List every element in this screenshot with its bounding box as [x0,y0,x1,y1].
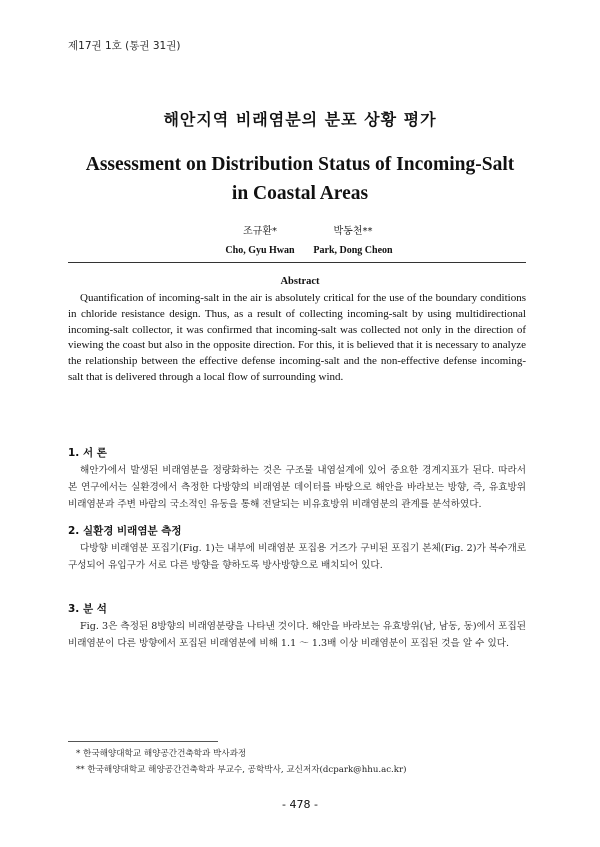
footnote-1: * 한국해양대학교 해양공간건축학과 박사과정 [76,749,247,759]
section-2-heading: 2. 실환경 비래염분 측정 [68,525,182,537]
journal-issue-header: 제17권 1호 (통권 31권) [68,40,181,52]
title-divider [68,262,526,263]
paper-title-english-line2: in Coastal Areas [231,183,369,204]
paper-title-korean: 해안지역 비래염분의 분포 상황 평가 [163,110,437,129]
author-1-english-name: Cho, Gyu Hwan [225,245,295,256]
author-2 [283,222,423,260]
paper-title-english-line1: Assessment on Distribution Status of Incoming-Salt [85,154,515,175]
abstract-text: Quantification of incoming-salt in the air is absolutely critical for the use of the boundary conditions in chloride resistance design. Thus, as a result of collecting incoming-salt by using multidirectional incoming-salt collector, it was confirmed that incoming-salt was collected not only in the direction of viewing the coast but also in the opposite direction. For this, it is believed that it is necessary to analyze the relationship between the effective defense incoming-salt and the non-effective defense incoming-salt that is delivered through a local flow of surrounding wind. [68,292,526,383]
author-2-english-name: Park, Dong Cheon [313,245,393,256]
footnote-2: ** 한국해양대학교 해양공간건축학과 부교수, 공학박사, 교신저자(dcpark@hhu.ac.kr) [76,765,407,775]
section-1-text: 해안가에서 발생된 비래염분을 정량화하는 것은 구조물 내염설계에 있어 중요한 경계지표가 된다. 따라서 본 연구에서는 실환경에서 측정한 다방향의 비래염분 데이터를 바탕으로 해안을 바라보는 방향, 즉, 유효방위 비래염분과 주변 바람의 국소적인 유동을 통해 전달되는 비유효방위 비래염분의 관계를 분석하였다. [68,465,526,510]
section-3-text: Fig. 3은 측정된 8방향의 비래염분량을 나타낸 것이다. 해안을 바라보는 유효방위(남, 남동, 동)에서 포집된 비래염분이 다른 방향에서 포집된 비래염분에 비해 1.1 ～ 1.3배 이상 비래염분이 포집된 것을 알 수 있다. [68,621,526,649]
section-3-heading: 3. 분 석 [68,603,107,615]
abstract-heading: Abstract [280,276,320,287]
footnote-divider [68,741,218,742]
section-1-heading: 1. 서 론 [68,447,107,459]
paper-title-english [0,150,600,208]
author-1-korean-name: 조규환* [243,226,277,237]
section-2-text: 다방향 비래염분 포집기(Fig. 1)는 내부에 비래염분 포집용 거즈가 구비된 포집기 본체(Fig. 2)가 복수개로 구성되어 유입구가 서로 다른 방향을 향하도록 방사방향으로 배치되어 있다. [68,543,526,571]
author-2-korean-name: 박동천** [333,226,373,237]
page-number: - 478 - [282,798,318,811]
